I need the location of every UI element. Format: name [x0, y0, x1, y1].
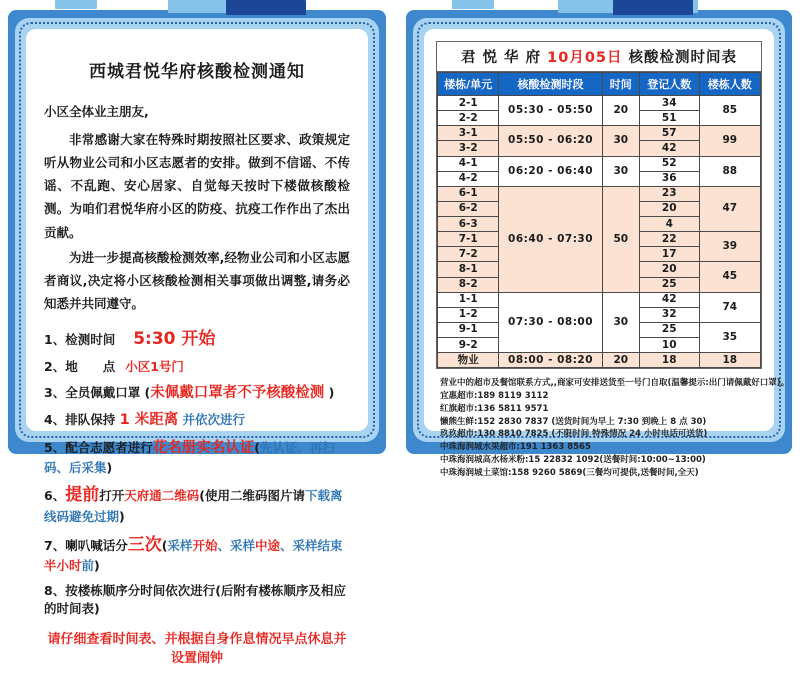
- contact-line: 宜惠超市:189 8119 3112: [440, 391, 549, 401]
- table-cell: 39: [699, 232, 760, 262]
- notice-rules-list: [44, 327, 350, 618]
- table-cell: 25: [639, 322, 699, 337]
- notice-rule-item: [44, 383, 350, 404]
- table-cell: 3-2: [438, 141, 499, 156]
- table-cell: 42: [639, 292, 699, 307]
- table-cell: 9-2: [438, 338, 499, 353]
- text-segment: 、采样结束: [279, 537, 343, 553]
- table-row: [438, 126, 761, 141]
- contact-list: [440, 377, 790, 479]
- text-segment: 未佩戴口罩者不予核酸检测: [150, 384, 325, 401]
- text-segment: (使用二维码图片请: [199, 488, 305, 504]
- table-row: [438, 292, 761, 307]
- table-cell: 50: [602, 186, 639, 292]
- text-segment: ): [106, 459, 113, 475]
- tape-decoration: [452, 0, 494, 9]
- table-cell: 05:30 - 05:50: [499, 96, 602, 126]
- table-cell: 17: [639, 247, 699, 262]
- text-segment: 、采样: [217, 537, 255, 553]
- notice-title: 西城君悦华府核酸检测通知: [89, 62, 305, 82]
- text-segment: 君 悦 华 府: [460, 50, 548, 66]
- table-cell: 74: [699, 292, 760, 322]
- table-cell: 4-2: [438, 171, 499, 186]
- table-cell: 9-1: [438, 322, 499, 337]
- table-cell: 20: [602, 353, 639, 368]
- notice-paragraph: 非常感谢大家在特殊时期按照社区要求、政策规定听从物业公司和小区志愿者的安排。做到不信谣、不传谣、不乱跑、安心居家、自觉每天按时下楼做核酸检测。为咱们君悦华府小区的防疫、抗疫工作作出了杰出贡献。: [44, 132, 350, 240]
- notice-rule-item: [44, 483, 350, 526]
- notice-card-body: [26, 29, 368, 667]
- text-segment: 花名册实名认证: [152, 439, 255, 456]
- tape-decoration: [55, 0, 97, 9]
- text-segment: 7、喇叭喊话分: [44, 537, 128, 553]
- table-cell: 45: [699, 262, 760, 292]
- table-cell: 20: [639, 201, 699, 216]
- table-cell: 2-2: [438, 111, 499, 126]
- table-cell: 47: [699, 186, 760, 231]
- notice-card-border: [15, 18, 379, 667]
- table-cell: 52: [639, 156, 699, 171]
- table-cell: 1-1: [438, 292, 499, 307]
- notice-rule-item: [44, 533, 350, 576]
- text-segment: (: [254, 439, 260, 455]
- notice-salutation: 小区全体业主朋友,: [44, 104, 149, 119]
- table-cell: 7-2: [438, 247, 499, 262]
- contact-line: 营业中的超市及餐馆联系方式,,商家可安排送货至一号门自取(温馨提示:出门请佩戴好口罩)。: [440, 378, 790, 389]
- text-segment: ): [119, 509, 125, 525]
- text-segment: 先认证、再扫码、后采集: [44, 439, 335, 475]
- text-segment: 采样: [167, 537, 193, 553]
- table-cell: 物业: [438, 353, 499, 368]
- text-segment: (: [161, 537, 168, 553]
- table-cell: 88: [699, 156, 760, 186]
- text-segment: 5、配合志愿者进行: [44, 439, 153, 455]
- text-segment: 并依次进行: [178, 412, 246, 428]
- table-cell: 4-1: [438, 156, 499, 171]
- table-cell: 85: [699, 96, 760, 126]
- table-cell: 18: [639, 353, 699, 368]
- notice-rule-item: [44, 582, 350, 618]
- table-cell: 4: [639, 217, 699, 232]
- text-segment: 2、地 点: [44, 359, 116, 375]
- table-cell: 35: [699, 322, 760, 352]
- table-cell: 3-1: [438, 126, 499, 141]
- table-cell: 05:50 - 06:20: [499, 126, 602, 156]
- text-segment: 下载离线码避免过期: [44, 488, 343, 525]
- text-segment: 核酸检测时间表: [622, 50, 738, 66]
- table-header-cell: 核酸检测时段: [499, 73, 602, 96]
- table-cell: 18: [699, 353, 760, 368]
- table-cell: 51: [639, 111, 699, 126]
- notice-rule-item: [44, 358, 350, 376]
- text-segment: 三次: [127, 534, 162, 555]
- text-segment: 1、检测时间: [44, 332, 116, 347]
- text-segment: 打开: [99, 488, 125, 504]
- text-segment: 前: [81, 558, 95, 574]
- timetable-box: [436, 41, 762, 369]
- text-segment: ): [324, 384, 335, 400]
- tape-decoration: [226, 0, 306, 15]
- notice-card: [8, 10, 386, 667]
- text-segment: 开始: [192, 537, 218, 553]
- table-cell: 06:40 - 07:30: [499, 186, 602, 292]
- text-segment: 半小时: [44, 558, 82, 574]
- table-cell: 2-1: [438, 96, 499, 111]
- table-cell: 32: [639, 307, 699, 322]
- table-cell: 30: [602, 156, 639, 186]
- notice-footer-warning: 请仔细查看时间表、并根据自身作息情况早点休息并设置闹钟: [47, 632, 347, 667]
- table-cell: 8-1: [438, 262, 499, 277]
- table-cell: 10: [639, 338, 699, 353]
- timetable-card: [406, 10, 792, 478]
- text-segment: 6、: [44, 488, 66, 504]
- table-cell: 30: [602, 292, 639, 353]
- table-row: [438, 186, 761, 201]
- notice-rule-item: [44, 327, 350, 352]
- table-cell: 25: [639, 277, 699, 292]
- notice-rule-item: [44, 410, 350, 431]
- timetable-card-body: [424, 29, 790, 478]
- contact-line: 红旗超市:136 5811 9571: [440, 403, 549, 414]
- timetable-card-border: [413, 18, 790, 478]
- table-row: [438, 96, 761, 111]
- table-cell: 20: [602, 96, 639, 126]
- table-header-cell: 时间: [602, 73, 639, 96]
- text-segment: 小区1号门: [125, 359, 184, 375]
- tape-decoration: [613, 0, 693, 15]
- text-segment: 4、排队保持: [44, 412, 120, 428]
- table-cell: 06:20 - 06:40: [499, 156, 602, 186]
- text-segment: 天府通二维码: [124, 488, 200, 504]
- text-segment: 5:30 开始: [133, 329, 216, 349]
- table-cell: 22: [639, 232, 699, 247]
- notice-paragraph: 为进一步提高核酸检测效率,经物业公司和小区志愿者商议,决定将小区核酸检测相关事项做出调整,请务必知悉并共同遵守。: [44, 249, 350, 311]
- text-segment: 3、全员佩戴口罩 (: [44, 384, 151, 400]
- table-cell: 6-1: [438, 186, 499, 201]
- table-cell: 7-1: [438, 232, 499, 247]
- table-cell: 42: [639, 141, 699, 156]
- table-cell: 34: [639, 96, 699, 111]
- contact-line: 玖玖超市:130 8810 7825 (不限时间 特殊情况 24 小时电话可送货): [440, 429, 708, 440]
- table-cell: 8-2: [438, 277, 499, 292]
- text-segment: 10月05日: [547, 50, 623, 66]
- table-header-row: [438, 73, 761, 96]
- table-cell: 57: [639, 126, 699, 141]
- table-header-cell: 楼栋人数: [699, 73, 760, 96]
- timetable-table: [437, 72, 761, 368]
- table-cell: 99: [699, 126, 760, 156]
- text-segment: 1 米距离: [119, 412, 179, 429]
- notice-rule-item: [44, 438, 350, 477]
- text-segment: 8、按楼栋顺序分时间依次进行(后附有楼栋顺序及相应的时间表): [44, 582, 346, 617]
- contact-line: 懒熊生鲜:152 2830 7837 (送货时间为早上 7:30 到晚上 8 点 30): [440, 416, 707, 427]
- table-cell: 23: [639, 186, 699, 201]
- table-header-cell: 楼栋/单元: [438, 73, 499, 96]
- table-cell: 20: [639, 262, 699, 277]
- table-row: [438, 353, 761, 368]
- text-segment: 提前: [65, 485, 100, 506]
- table-header-cell: 登记人数: [639, 73, 699, 96]
- table-cell: 6-3: [438, 217, 499, 232]
- table-cell: 1-2: [438, 307, 499, 322]
- text-segment: ): [94, 558, 100, 574]
- contact-line: 中珠海润城高水杨米粉:15 22832 1092(送餐时间:10:00~13:00): [440, 454, 706, 465]
- contact-line: 中珠海润城水果超市:191 1363 8565: [440, 442, 591, 452]
- table-cell: 36: [639, 171, 699, 186]
- table-row: [438, 156, 761, 171]
- text-segment: 中途: [254, 537, 280, 553]
- table-cell: 6-2: [438, 201, 499, 216]
- table-cell: 07:30 - 08:00: [499, 292, 602, 353]
- contact-line: 中珠海润城土菜馆:158 9260 5869(三餐均可提供,送餐时间,全天): [440, 467, 699, 478]
- table-cell: 30: [602, 126, 639, 156]
- table-cell: 08:00 - 08:20: [499, 353, 602, 368]
- timetable-title: [437, 42, 761, 72]
